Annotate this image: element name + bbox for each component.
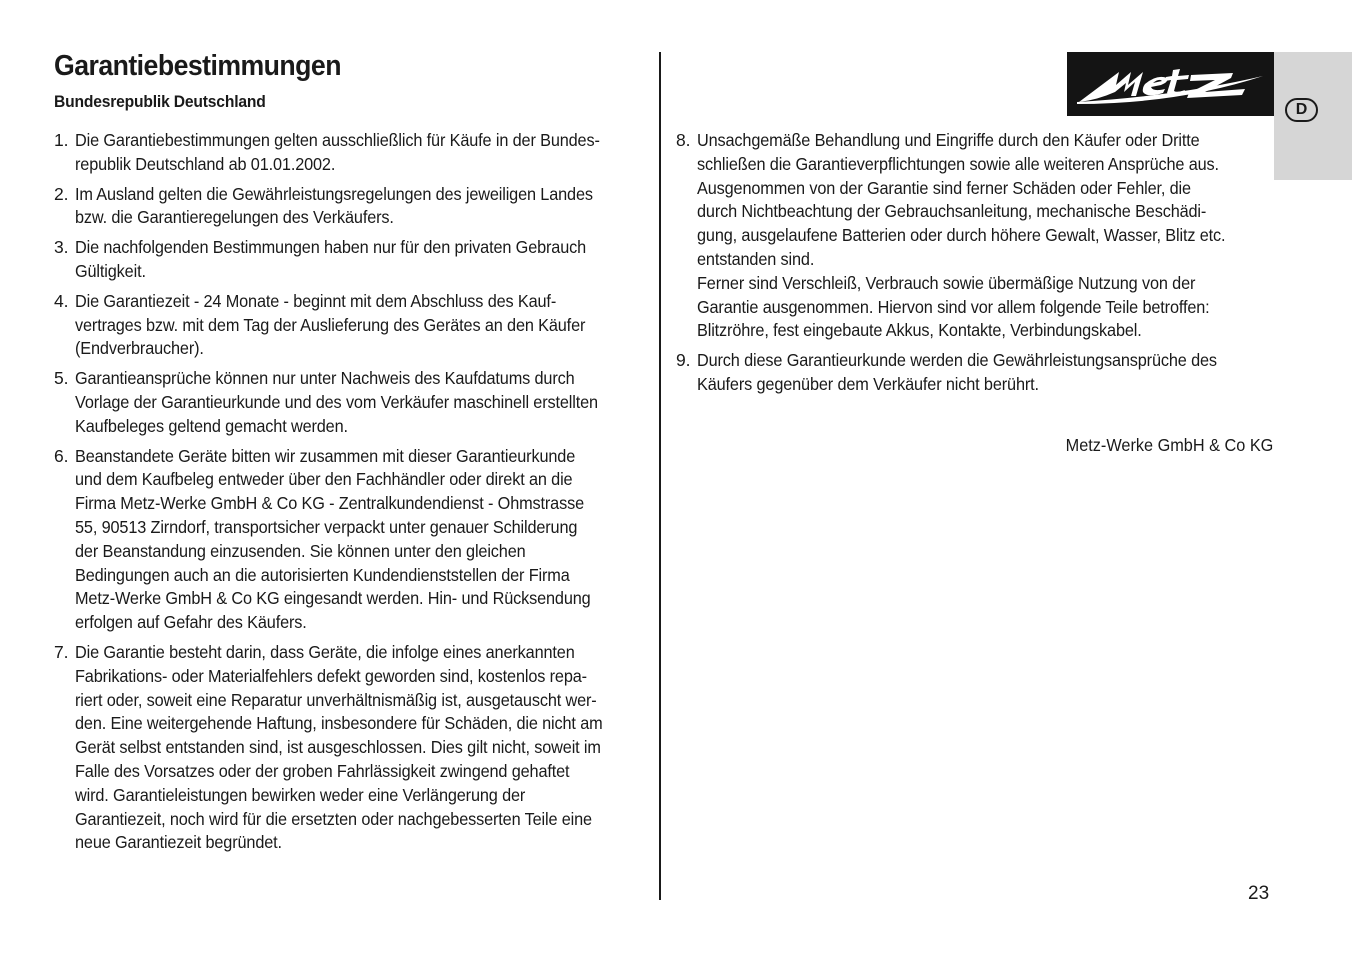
item-text-line: Firma Metz-Werke GmbH & Co KG - Zentralkundendienst - Ohmstrasse xyxy=(75,493,585,514)
item-number: 4. xyxy=(54,290,69,311)
metz-logo-graphic xyxy=(1067,52,1274,116)
warranty-term-item xyxy=(54,641,660,855)
item-text-line: schließen die Garantieverpflichtungen sowie alle weiteren Ansprüche aus. xyxy=(697,153,1219,174)
item-text-line: durch Nichtbeachtung der Gebrauchsanleitung, mechanische Beschädi- xyxy=(697,201,1207,222)
item-text-line: Ferner sind Verschleiß, Verbrauch sowie übermäßige Nutzung von der xyxy=(697,272,1196,293)
item-text-line: Kaufbeleges geltend gemacht werden. xyxy=(75,415,348,436)
language-tab xyxy=(1274,52,1352,180)
column-divider xyxy=(659,52,661,900)
item-number: 1. xyxy=(54,130,69,150)
item-text-line: Bedingungen auch an die autorisierten Kundendienststellen der Firma xyxy=(75,564,570,585)
page-subtitle: Bundesrepublik Deutschland xyxy=(54,92,266,111)
item-text-line: republik Deutschland ab 01.01.2002. xyxy=(75,153,336,174)
item-number: 9. xyxy=(676,350,691,371)
warranty-term-item xyxy=(676,349,1282,397)
item-number: 6. xyxy=(54,445,69,466)
item-text-line: Gültigkeit. xyxy=(75,260,146,281)
item-text-line: Käufers gegenüber dem Verkäufer nicht berührt. xyxy=(697,373,1039,394)
item-text-line: Die nachfolgenden Bestimmungen haben nur für den privaten Gebrauch xyxy=(75,237,587,258)
warranty-term-item xyxy=(676,129,1282,343)
item-number: 2. xyxy=(54,183,69,204)
item-text-line: den. Eine weitergehende Haftung, insbesondere für Schäden, die nicht am xyxy=(75,713,603,734)
page-number: 23 xyxy=(1248,883,1270,904)
item-text-line: Vorlage der Garantieurkunde und des vom Verkäufer maschinell erstellten xyxy=(75,391,598,412)
item-text-line: gung, ausgelaufene Batterien oder durch höhere Gewalt, Wasser, Blitz etc. xyxy=(697,225,1226,246)
item-text-line: und dem Kaufbeleg entweder über den Fachhändler oder direkt an die xyxy=(75,469,573,490)
item-text-line: Die Garantie besteht darin, dass Geräte, die infolge eines anerkannten xyxy=(75,641,575,662)
item-number: 5. xyxy=(54,368,69,389)
item-text-line: erfolgen auf Gefahr des Käufers. xyxy=(75,612,307,633)
page-title: Garantiebestimmungen xyxy=(54,50,341,82)
warranty-term-item xyxy=(54,367,660,438)
item-text-line: Garantiezeit, noch wird für die ersetzten oder nachgebesserten Teile eine xyxy=(75,808,592,829)
metz-logo-icon xyxy=(1067,52,1274,116)
item-text-line: der Beanstandung einzusenden. Sie können unter den gleichen xyxy=(75,540,526,561)
item-text-line: Durch diese Garantieurkunde werden die Gewährleistungsansprüche des xyxy=(697,350,1217,371)
item-text-line: Unsachgemäße Behandlung und Eingriffe durch den Käufer oder Dritte xyxy=(697,130,1200,150)
item-text-line: Fabrikations- oder Materialfehlers defekt geworden sind, kostenlos repa- xyxy=(75,665,587,686)
item-number: 7. xyxy=(54,641,69,662)
item-text-line: Beanstandete Geräte bitten wir zusammen mit dieser Garantieurkunde xyxy=(75,445,576,466)
warranty-term-item xyxy=(54,183,660,231)
item-text-line: vertrages bzw. mit dem Tag der Auslieferung des Gerätes an den Käufer xyxy=(75,314,586,335)
warranty-terms-right-column xyxy=(676,129,1282,403)
warranty-term-item xyxy=(54,236,660,284)
warranty-term-item xyxy=(54,445,660,635)
item-text-line: entstanden sind. xyxy=(697,248,815,269)
item-text-line: Blitzröhre, fest eingebaute Akkus, Kontakte, Verbindungskabel. xyxy=(697,320,1142,341)
item-text-line: Im Ausland gelten die Gewährleistungsregelungen des jeweiligen Landes xyxy=(75,183,593,204)
language-badge: D xyxy=(1285,98,1318,122)
item-text-line: riert oder, soweit eine Reparatur unverhältnismäßig ist, ausgetauscht wer- xyxy=(75,689,597,710)
item-text-line: Die Garantiebestimmungen gelten ausschließlich für Käufe in der Bundes- xyxy=(75,130,600,150)
item-text-line: neue Garantiezeit begründet. xyxy=(75,832,282,853)
warranty-term-item xyxy=(54,129,660,177)
item-text-line: bzw. die Garantieregelungen des Verkäufers. xyxy=(75,207,394,228)
item-text-line: Garantie ausgenommen. Hiervon sind vor allem folgende Teile betroffen: xyxy=(697,296,1210,317)
item-text-line: (Endverbraucher). xyxy=(75,338,204,359)
item-text-line: Gerät selbst entstanden sind, ist ausgeschlossen. Dies gilt nicht, soweit im xyxy=(75,737,601,758)
item-number: 8. xyxy=(676,130,691,150)
item-text-line: wird. Garantieleistungen bewirken weder eine Verlängerung der xyxy=(75,784,526,805)
item-text-line: Garantieansprüche können nur unter Nachweis des Kaufdatums durch xyxy=(75,368,575,389)
item-text-line: 55, 90513 Zirndorf, transportsicher verpackt unter genauer Schilderung xyxy=(75,516,578,537)
company-signature: Metz-Werke GmbH & Co KG xyxy=(1065,435,1273,455)
warranty-terms-left-column xyxy=(54,129,660,861)
item-number: 3. xyxy=(54,237,69,258)
item-text-line: Falle des Vorsatzes oder der groben Fahrlässigkeit zwingend gehaftet xyxy=(75,760,570,781)
item-text-line: Ausgenommen von der Garantie sind ferner Schäden oder Fehler, die xyxy=(697,177,1191,198)
item-text-line: Metz-Werke GmbH & Co KG eingesandt werden. Hin- und Rücksendung xyxy=(75,588,591,609)
warranty-term-item xyxy=(54,290,660,361)
item-text-line: Die Garantiezeit - 24 Monate - beginnt mit dem Abschluss des Kauf- xyxy=(75,290,557,311)
